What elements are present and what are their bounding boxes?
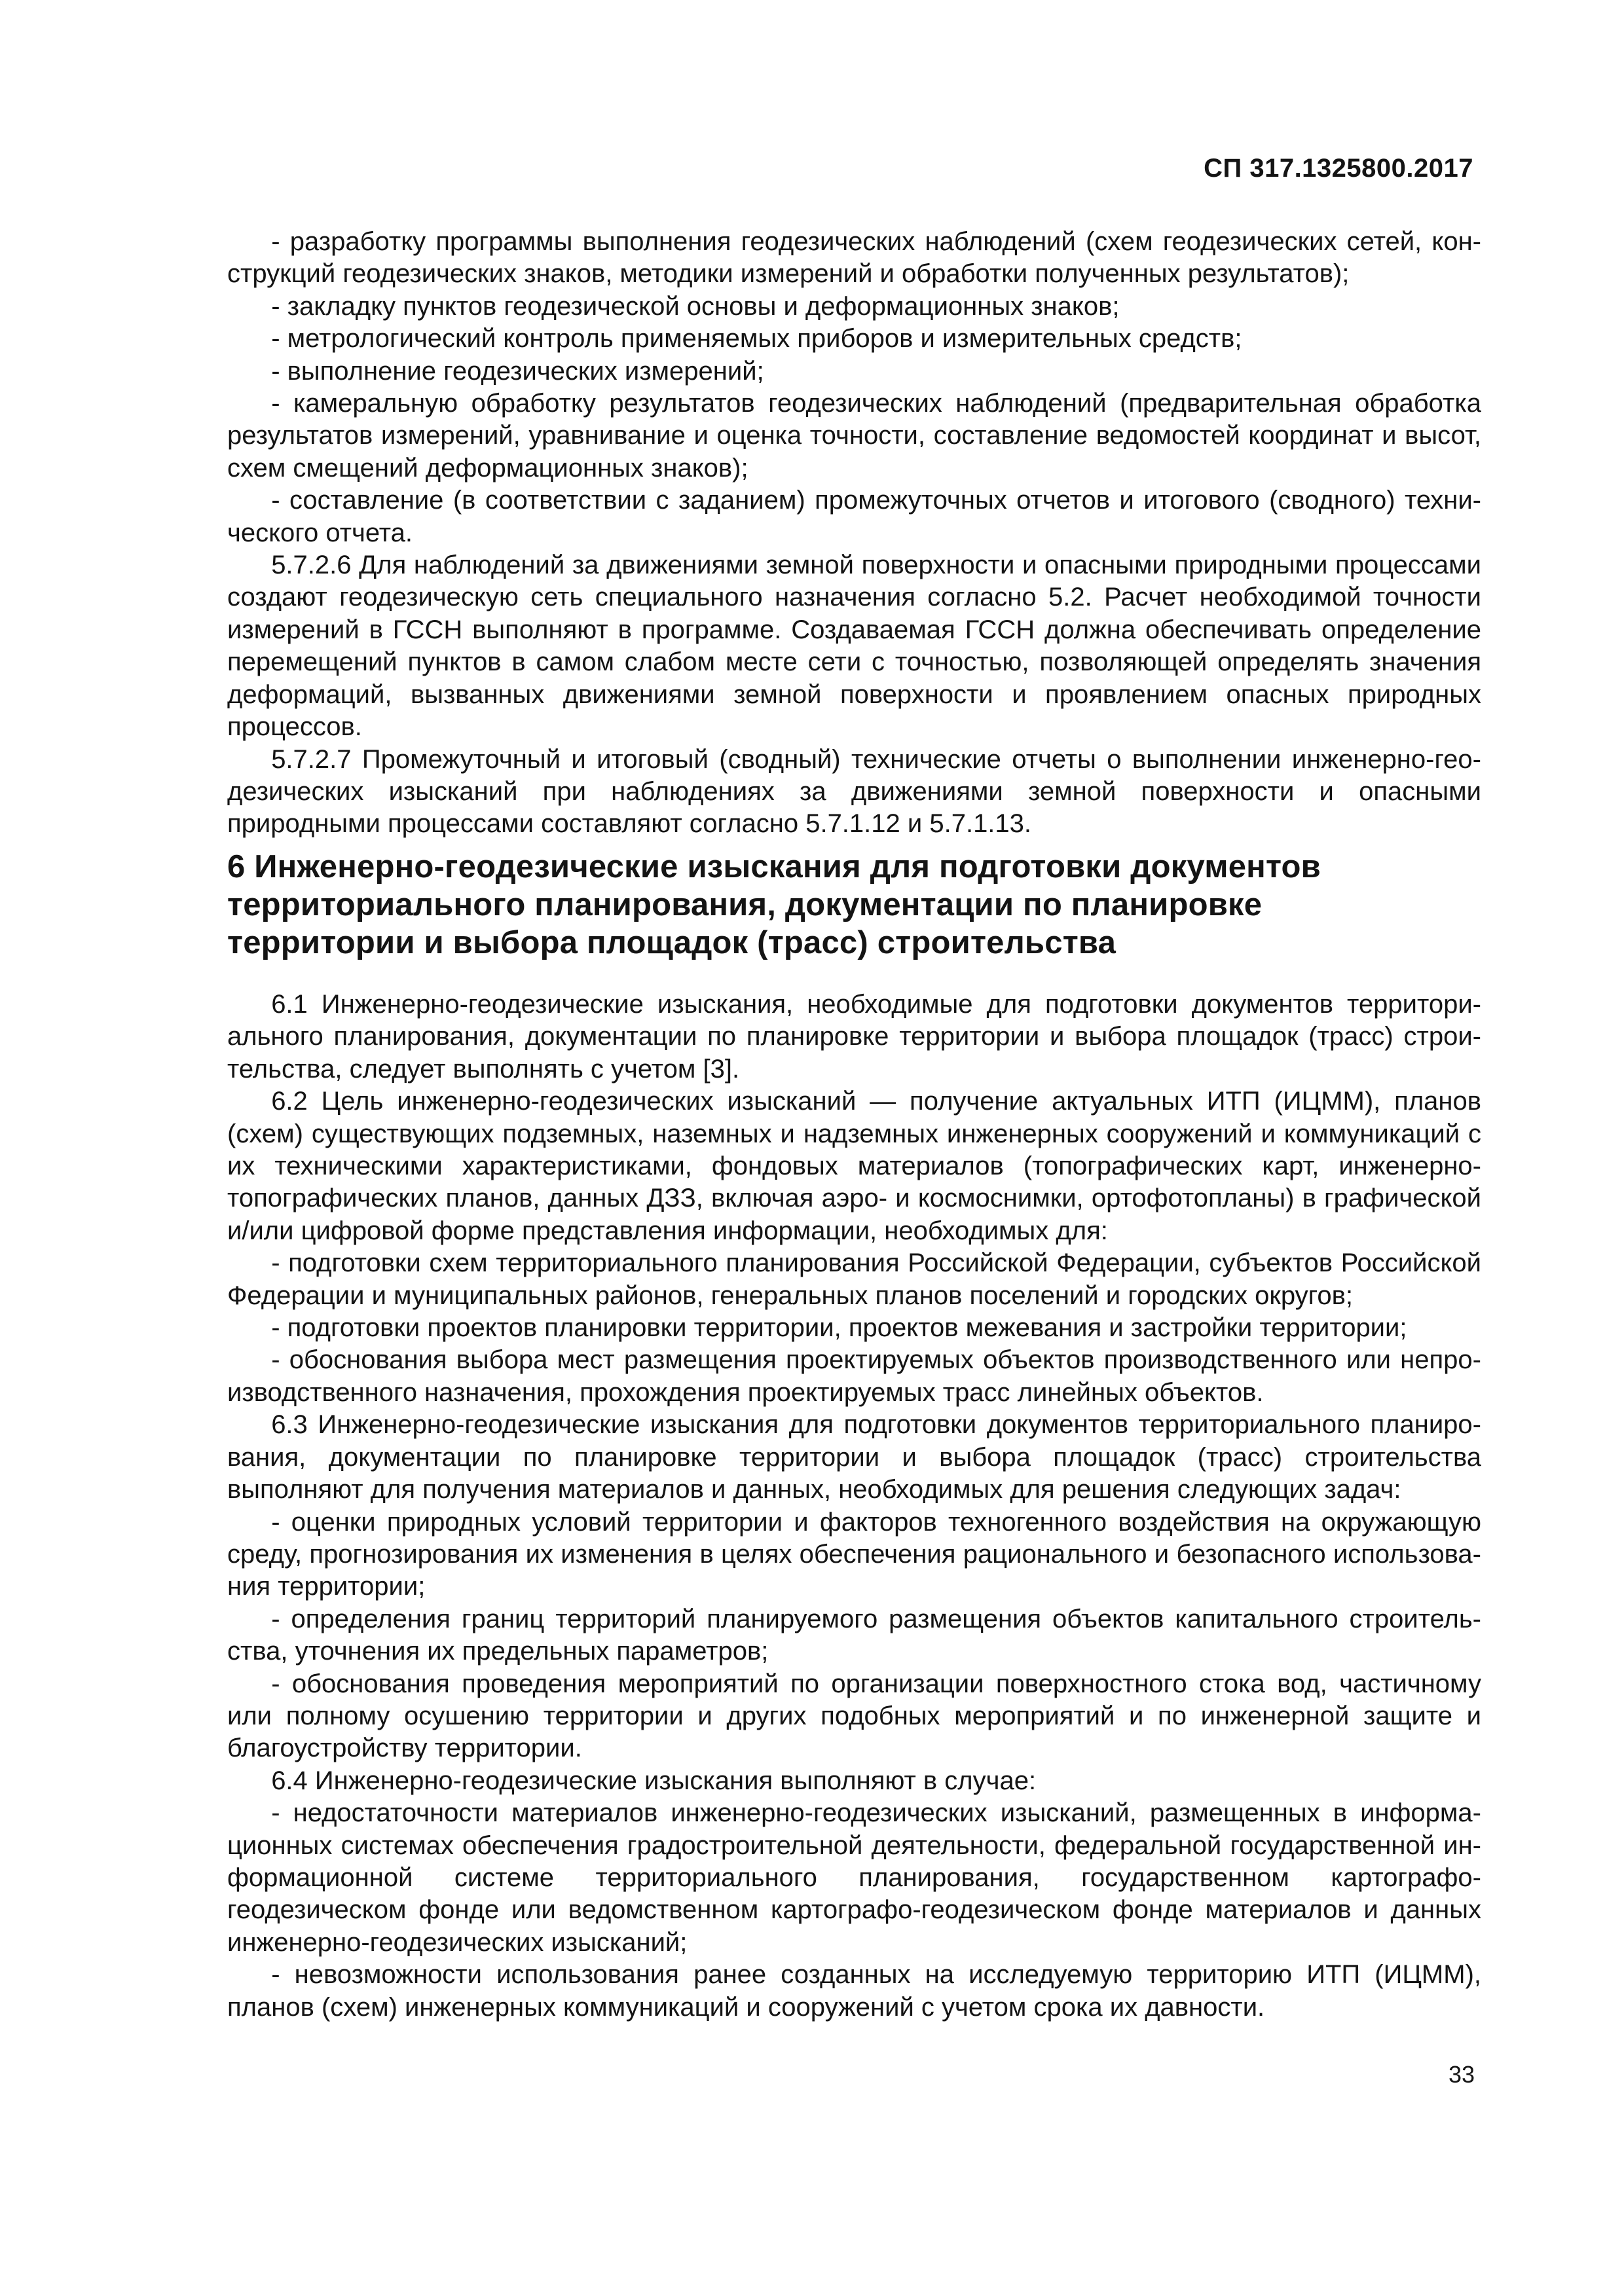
list-item: - обоснования проведения мероприятий по организации поверхностного стока вод, частичному или полному осушению территории и других подобных мероприятий и по инженерной защите и благоустройству территории.	[227, 1669, 1481, 1763]
list-item: - оценки природных условий территории и факторов техногенного воздействия на окружающую среду, прогнозирования их изменения в целях обеспечения рационального и безопасного использования территории;	[227, 1507, 1481, 1601]
paragraph-6-4: 6.4 Инженерно-геодезические изыскания выполняют в случае:	[271, 1766, 1037, 1795]
list-item: - недостаточности материалов инженерно-геодезических изысканий, размещенных в информационных системах обеспечения градостроительной деятельности, федеральной государственной информационной системе территориального планирования, государственном картографо-геодезическом фонде или ведомственном картографо-геодезическом фонде материалов и данных инженерно-геодезических изысканий;	[227, 1798, 1481, 1957]
document-code: СП 317.1325800.2017	[1204, 154, 1473, 183]
list-item: - обоснования выбора мест размещения проектируемых объектов производственного или непроизводственного назначения, прохождения проектируемых трасс линейных объектов.	[227, 1345, 1481, 1407]
list-item: - подготовки схем территориального планирования Российской Федерации, субъектов Российской Федерации и муниципальных районов, генеральных планов поселений и городских округов;	[227, 1248, 1481, 1310]
list-item: - определения границ территорий планируемого размещения объектов капитального строительства, уточнения их предельных параметров;	[227, 1604, 1481, 1666]
page-number: 33	[1448, 2061, 1475, 2088]
paragraph-6-1: 6.1 Инженерно-геодезические изыскания, необходимые для подготовки документов территориального планирования, документации по планировке территории и выбора площадок (трасс) строительства, следует выполнять с учетом [3].	[227, 990, 1481, 1084]
section-6-heading	[227, 848, 1481, 962]
list-item: - подготовки проектов планировки территории, проектов межевания и застройки территории;	[271, 1313, 1407, 1343]
heading-line: 6 Инженерно-геодезические изыскания для подготовки документов	[227, 849, 1321, 884]
list-item: - разработку программы выполнения геодезических наблюдений (схем геодезических сетей, конструкций геодезических знаков, методики измерений и обработки полученных результатов);	[227, 227, 1481, 289]
list-item: - метрологический контроль применяемых приборов и измерительных средств;	[271, 324, 1242, 354]
heading-line: территории и выбора площадок (трасс) строительства	[227, 925, 1116, 960]
section-6-text-block	[227, 989, 1481, 2024]
paragraph-6-3: 6.3 Инженерно-геодезические изыскания для подготовки документов территориального планирования, документации по планировке территории и выбора площадок (трасс) строительства выполняют для получения материалов и данных, необходимых для решения следующих задач:	[227, 1410, 1481, 1504]
paragraph-5-7-2-6: 5.7.2.6 Для наблюдений за движениями земной поверхности и опасными природными процессами создают геодезическую сеть специального назначения согласно 5.2. Расчет необходимой точности измерений в ГССН выполняют в программе. Создаваемая ГССН должна обеспечивать определение перемещений пунктов в самом слабом месте сети с точностью, позволяющей определять значения деформаций, вызванных движениями земной поверхности и проявлением опасных природных процессов.	[227, 551, 1481, 742]
list-item: - невозможности использования ранее созданных на исследуемую территорию ИТП (ИЦММ), планов (схем) инженерных коммуникаций и сооружений с учетом срока их давности.	[227, 1960, 1481, 2022]
paragraph-5-7-2-7: 5.7.2.7 Промежуточный и итоговый (сводный) технические отчеты о выполнении инженерно-геодезических изысканий при наблюдениях за движениями земной поверхности и опасными природными процессами составляют согласно 5.7.1.12 и 5.7.1.13.	[227, 744, 1481, 839]
list-item: - камеральную обработку результатов геодезических наблюдений (предварительная обработка результатов измерений, уравнивание и оценка точности, составление ведомостей координат и высот, схем смещений деформационных знаков);	[227, 389, 1481, 483]
list-item: - закладку пунктов геодезической основы и деформационных знаков;	[271, 291, 1120, 321]
heading-line: территориального планирования, документации по планировке	[227, 887, 1263, 922]
list-item: - составление (в соответствии с заданием) промежуточных отчетов и итогового (сводного) технического отчета.	[227, 486, 1481, 547]
top-text-block	[227, 226, 1481, 841]
list-item: - выполнение геодезических измерений;	[271, 356, 764, 386]
paragraph-6-2: 6.2 Цель инженерно-геодезических изысканий — получение актуальных ИТП (ИЦММ), планов (схем) существующих подземных, наземных и надземных инженерных сооружений и коммуникаций с их техническими характеристиками, фондовых материалов (топографических карт, инженерно-топографических планов, данных ДЗЗ, включая аэро- и космоснимки, ортофотопланы) в графической и/или цифровой форме представления информации, необходимых для:	[227, 1087, 1481, 1245]
